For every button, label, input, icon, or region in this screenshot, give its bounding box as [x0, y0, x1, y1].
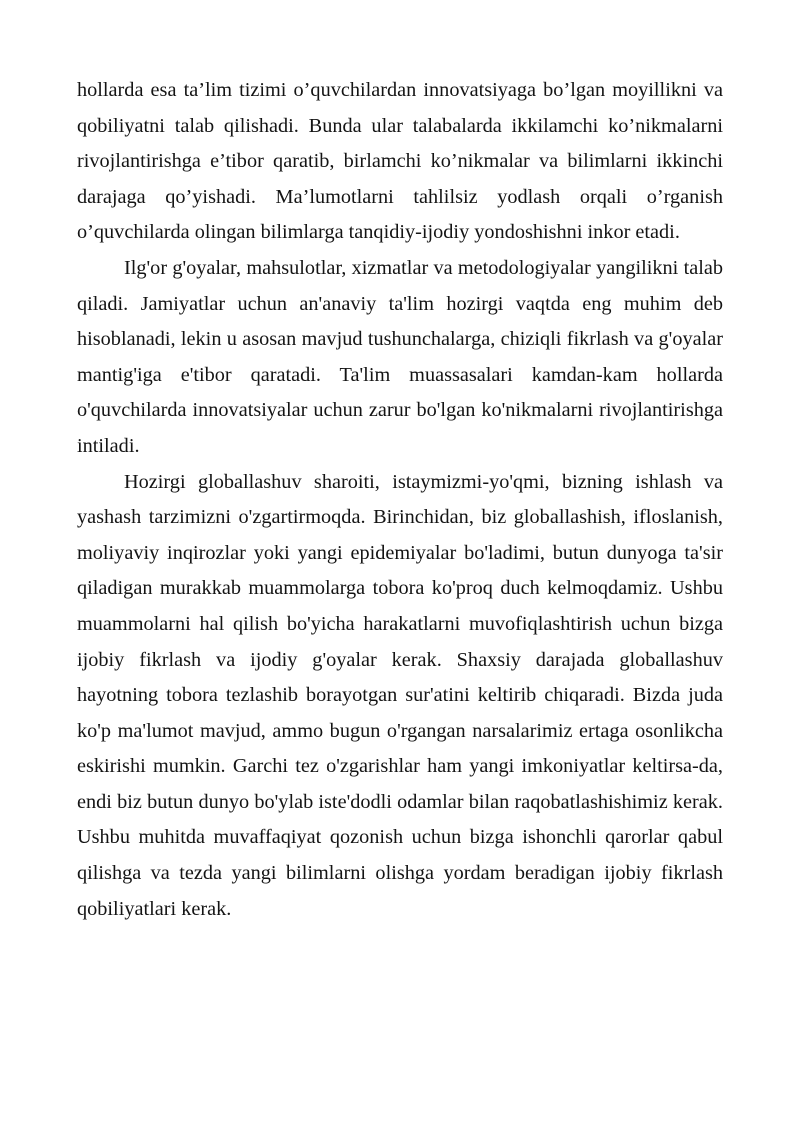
paragraph-innovation: Ilg'or g'oyalar, mahsulotlar, xizmatlar va metodologiyalar yangilikni talab qiladi. Jamiyatlar uchun an'anaviy ta'lim hozirgi vaqtda eng muhim deb hisoblanadi, lekin u asosan mavjud tushunchalarga, chiziqli fikrlash va g'oyalar mantig'iga e'tibor qaratadi. Ta'lim muassasalari kamdan-kam hollarda o'quvchilarda innovatsiyalar uchun zarur bo'lgan ko'nikmalarni rivojlantirishga intiladi.	[77, 256, 723, 457]
paragraph-globalization: Hozirgi globallashuv sharoiti, istaymizmi-yo'qmi, bizning ishlash va yashash tarzimizni o'zgartirmoqda. Birinchidan, biz globallashish, ifloslanish, moliyaviy inqirozlar yoki yangi epidemiyalar bo'ladimi, butun dunyoga ta'sir qiladigan murakkab muammolarga tobora ko'proq duch kelmoqdamiz. Ushbu muammolarni hal qilish bo'yicha harakatlarni muvofiqlashtirish uchun bizga ijobiy fikrlash va ijodiy g'oyalar kerak. Shaxsiy darajada globallashuv hayotning tobora tezlashib borayotgan sur'atini keltirib chiqaradi. Bizda juda ko'p ma'lumot mavjud, ammo bugun o'rgangan narsalarimiz ertaga osonlikcha eskirishi mumkin. Garchi tez o'zgarishlar ham yangi imkoniyatlar keltirsa-da, endi biz butun dunyo bo'ylab iste'dodli odamlar bilan raqobatlashishimiz kerak. Ushbu muhitda muvaffaqiyat qozonish uchun bizga ishonchli qarorlar qabul qilishga va tezda yangi bilimlarni olishga yordam beradigan ijobiy fikrlash qobiliyatlari kerak.	[77, 470, 723, 920]
paragraph-continuation: hollarda esa ta’lim tizimi o’quvchilardan innovatsiyaga bo’lgan moyillikni va qobiliyatni talab qilishadi. Bunda ular talabalarda ikkilamchi ko’nikmalarni rivojlantirishga e’tibor qaratib, birlamchi ko’nikmalar va bilimlarni ikkinchi darajaga qo’yishadi. Ma’lumotlarni tahlilsiz yodlash orqali o’rganish o’quvchilarda olingan bilimlarga tanqidiy-ijodiy yondoshishni inkor etadi.	[77, 79, 723, 244]
